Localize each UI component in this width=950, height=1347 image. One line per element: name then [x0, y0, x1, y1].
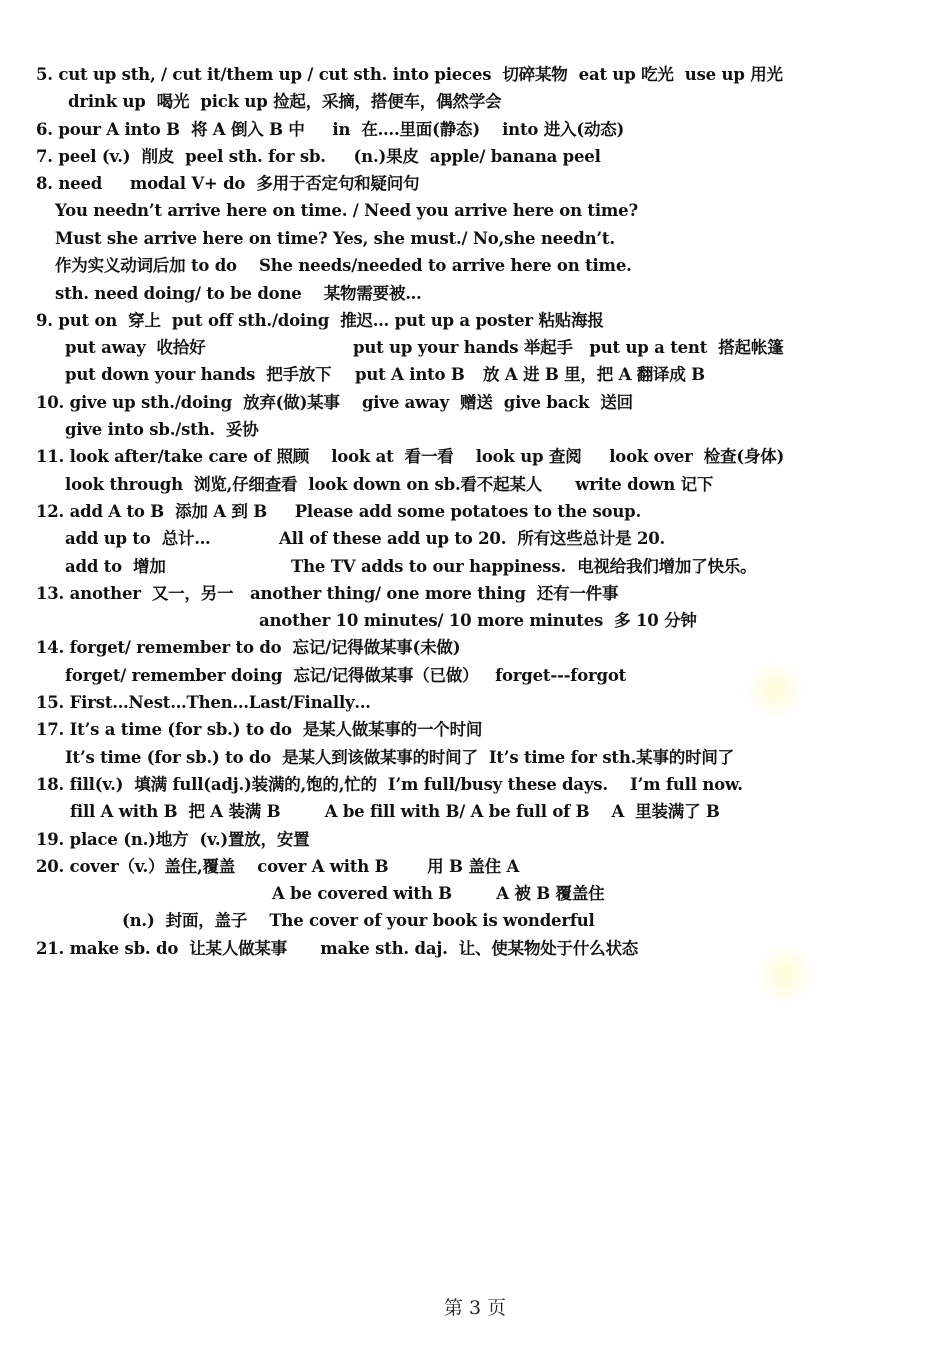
text-line: put away 收拾好 — [65, 338, 206, 357]
text-line: put A into B — [355, 365, 465, 384]
text-line: 放 A 进 B 里，把 A 翻译成 B — [483, 365, 705, 384]
text-line: 18. fill(v.) 填满 full(adj.)装满的,饱的,忙的 I’m full/busy these days. I’m full now. — [36, 775, 743, 794]
text-line: The TV adds to our happiness. 电视给我们增加了快乐。 — [291, 557, 757, 576]
text-line: You needn’t arrive here on time. / Need you arrive here on time? — [55, 201, 638, 220]
text-line: drink up 喝光 pick up 捡起，采摘，搭便车，偶然学会 — [68, 92, 502, 111]
text-line: forget/ remember doing 忘记/记得做某事（已做） forget---forgot — [65, 666, 627, 685]
paper-glow — [745, 660, 805, 720]
text-line: 21. make sb. do 让某人做某事 make sth. daj. 让、使某物处于什么状态 — [36, 939, 639, 958]
text-line: 9. put on 穿上 put off sth./doing 推迟… put up a poster 粘贴海报 — [36, 311, 604, 330]
text-line: 5. cut up sth, / cut it/them up / cut sth. into pieces 切碎某物 eat up 吃光 use up 用光 — [36, 65, 783, 84]
text-line: 19. place (n.)地方 (v.)置放，安置 — [36, 830, 310, 849]
text-line: fill A with B 把 A 装满 B A be fill with B/ A be full of B A 里装满了 B — [70, 802, 720, 821]
text-line: 14. forget/ remember to do 忘记/记得做某事(未做) — [36, 638, 461, 657]
text-line: 6. pour A into B 将 A 倒入 B 中 in 在….里面(静态) into 进入(动态) — [36, 120, 625, 139]
text-line: another 10 minutes/ 10 more minutes 多 10 分钟 — [259, 611, 697, 630]
text-line: 7. peel (v.) 削皮 peel sth. for sb. (n.)果皮 apple/ banana peel — [36, 147, 601, 166]
text-line: put down your hands 把手放下 — [65, 365, 332, 384]
paper-glow — [755, 945, 815, 1005]
text-line: 12. add A to B 添加 A 到 B Please add some potatoes to the soup. — [36, 502, 642, 521]
text-line: 17. It’s a time (for sb.) to do 是某人做某事的一个时间 — [36, 720, 483, 739]
page-number: 第 3 页 — [443, 1297, 507, 1319]
text-line: A be covered with B A 被 B 覆盖住 — [272, 884, 605, 903]
text-line: 11. look after/take care of 照顾 look at 看一看 look up 查阅 look over 检查(身体) — [36, 447, 785, 466]
text-line: give into sb./sth. 妥协 — [65, 420, 259, 439]
text-line: 20. cover（v.）盖住,覆盖 cover A with B 用 B 盖住 A — [36, 857, 520, 876]
text-line: 13. another 又一，另一 another thing/ one more thing 还有一件事 — [36, 584, 619, 603]
text-line: 作为实义动词后加 to do She needs/needed to arrive here on time. — [55, 256, 632, 275]
text-line: 10. give up sth./doing 放弃(做)某事 give away 赠送 give back 送回 — [36, 393, 633, 412]
text-line: add to 增加 — [65, 557, 166, 576]
text-line: All of these add up to 20. 所有这些总计是 20. — [279, 529, 666, 548]
text-line: look through 浏览,仔细查看 look down on sb.看不起某人 write down 记下 — [65, 475, 714, 494]
text-line: 8. need modal V+ do 多用于否定句和疑问句 — [36, 174, 420, 193]
text-line: sth. need doing/ to be done 某物需要被… — [55, 284, 422, 303]
text-line: It’s time (for sb.) to do 是某人到该做某事的时间了 It’s time for sth.某事的时间了 — [65, 748, 734, 767]
text-line: put up your hands 举起手 put up a tent 搭起帐篷 — [353, 338, 784, 357]
text-line: (n.) 封面，盖子 The cover of your book is wonderful — [122, 911, 595, 930]
text-line: 15. First…Nest…Then…Last/Finally… — [36, 693, 371, 712]
text-line: add up to 总计… — [65, 529, 211, 548]
text-line: Must she arrive here on time? Yes, she must./ No,she needn’t. — [55, 229, 615, 248]
